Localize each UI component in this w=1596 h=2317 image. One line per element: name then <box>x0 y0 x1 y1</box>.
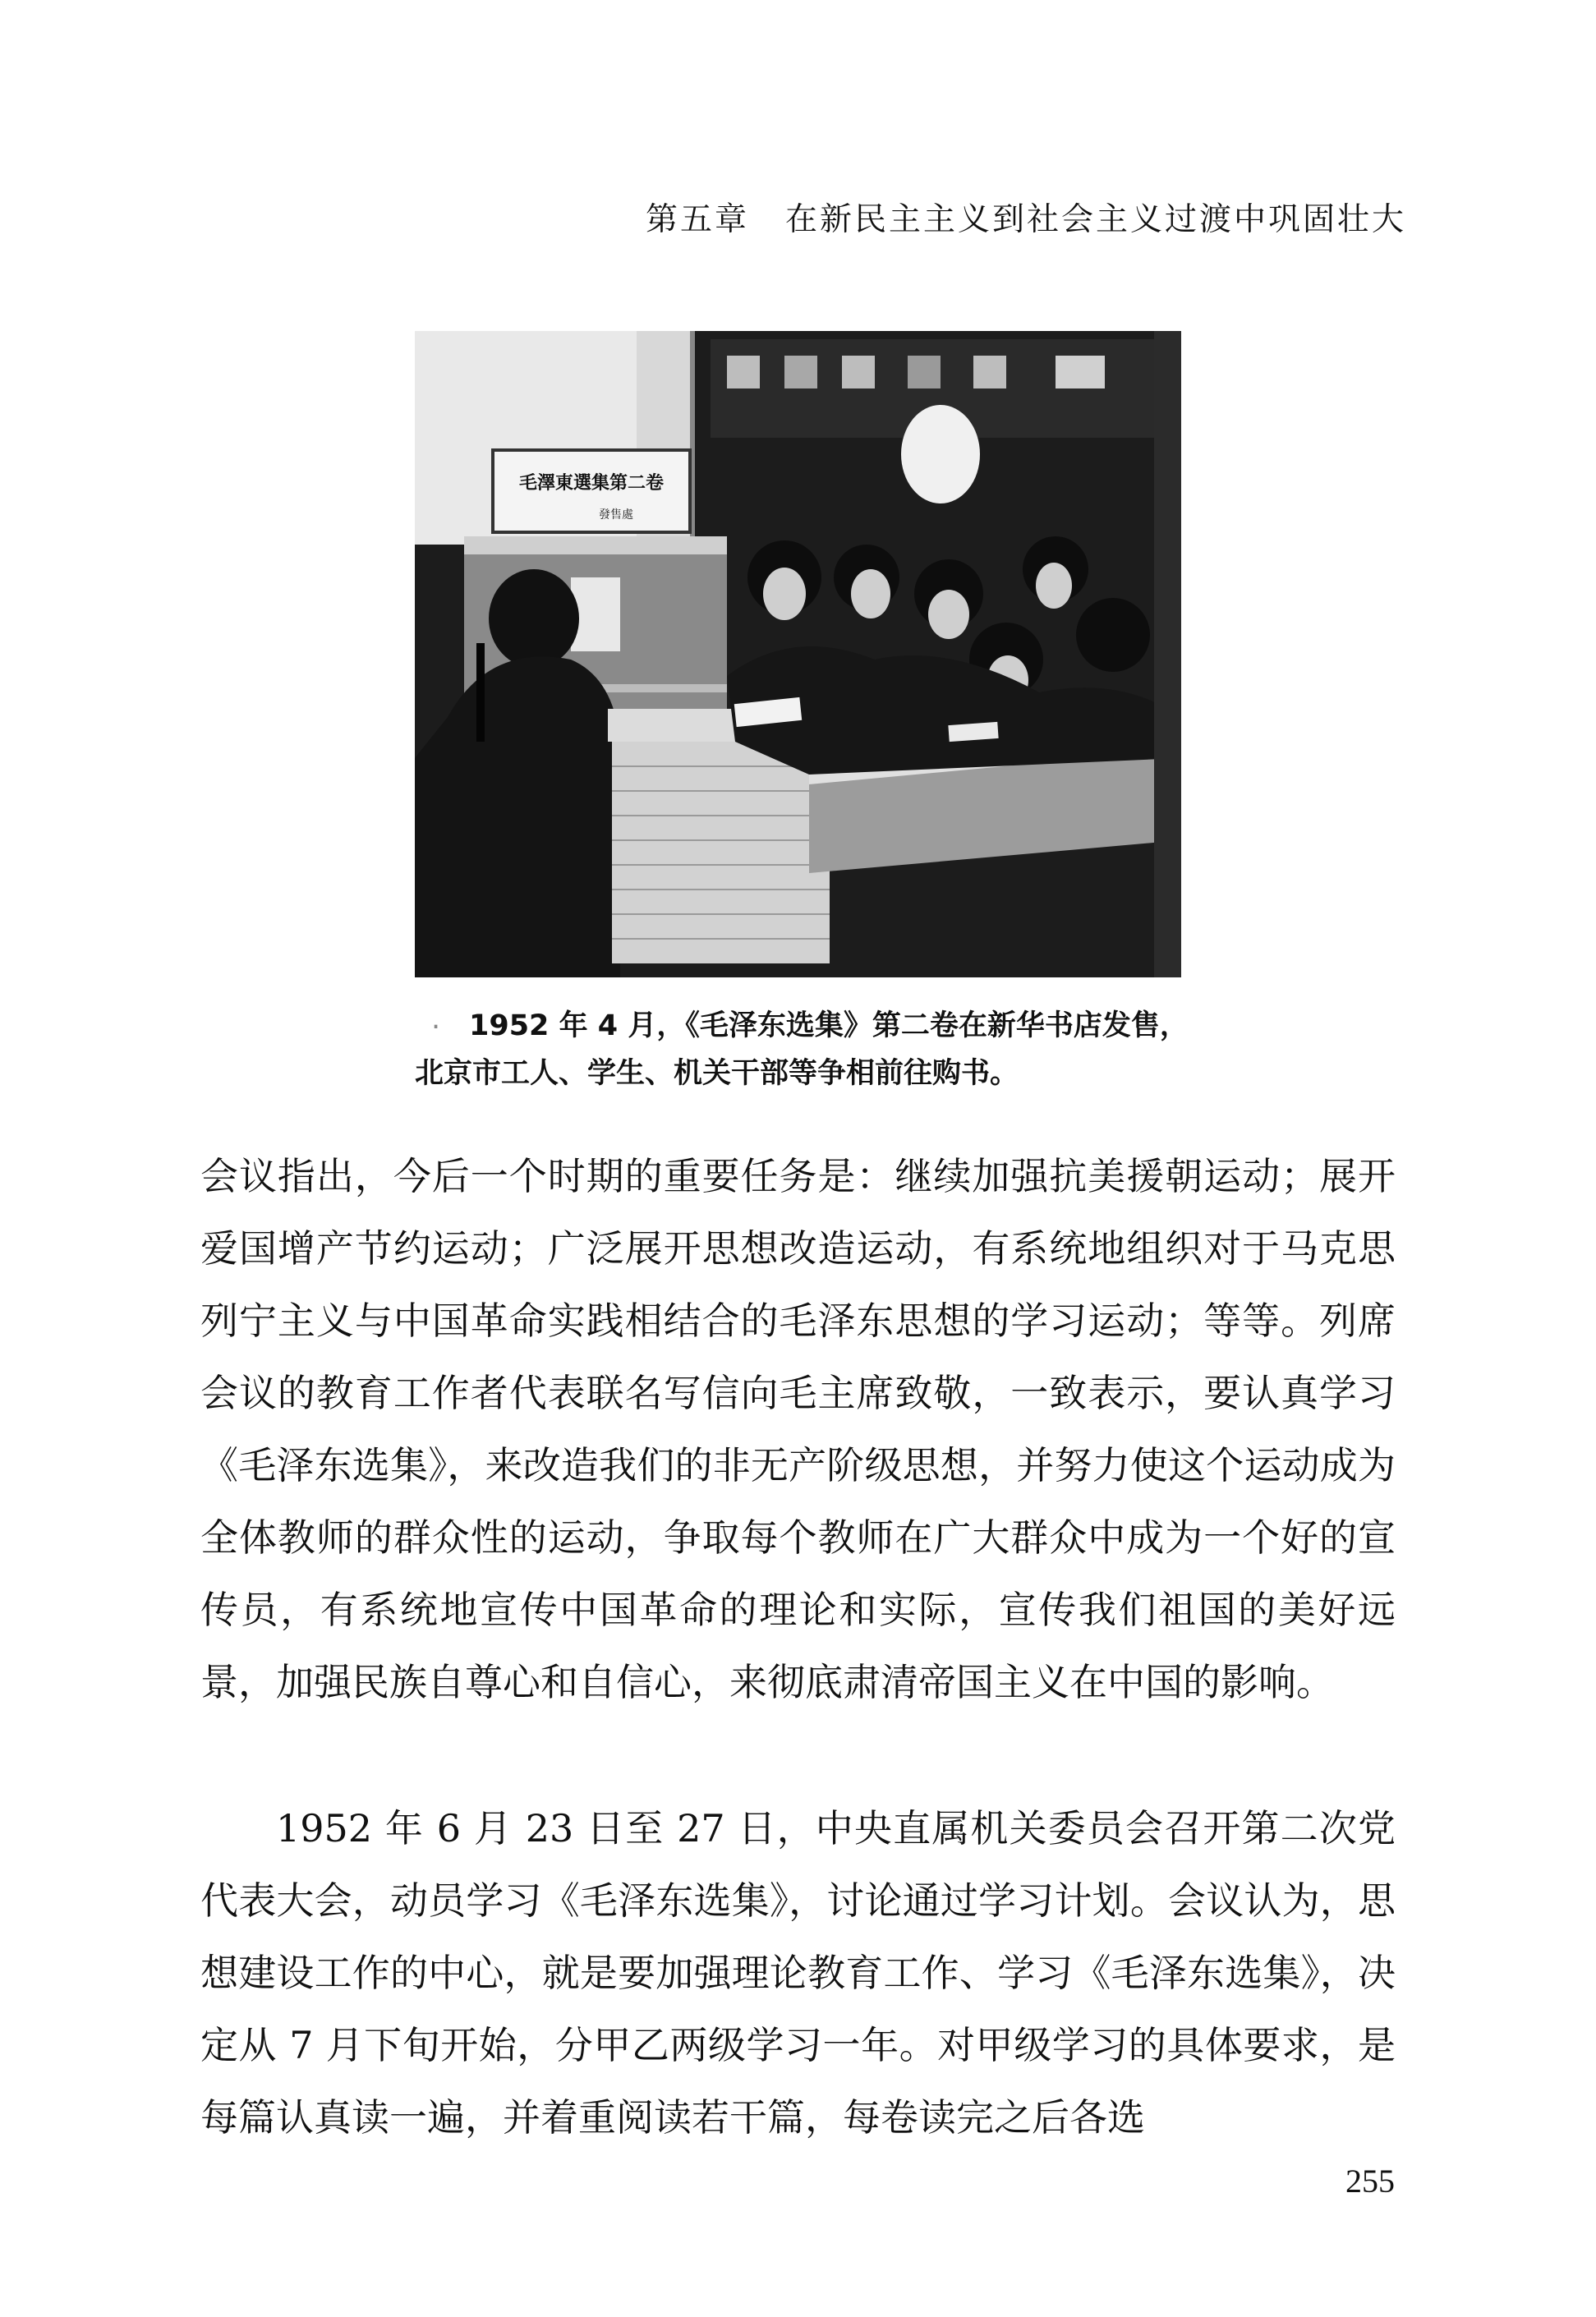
caption-line-1: 1952 年 4 月，《毛泽东选集》第二卷在新华书店发售， <box>469 1009 1189 1042</box>
sign-subtitle: 發售處 <box>599 508 633 522</box>
paragraph-text: 1952 年 6 月 23 日至 27 日，中央直属机关委员会召开第二次党代表大会，动员学习《毛泽东选集》，讨论通过学习计划。会议认为，思想建设工作的中心，就是要加强理论教育工作、学习《毛泽东选集》，决定从 7 月下旬开始，分甲乙两级学习一年。对甲级学习的具体要求，是每篇认真读一遍，并着重阅读若干篇，每卷读完之后各选 <box>200 1806 1396 2140</box>
photo-caption <box>415 1002 1318 1097</box>
bookstore-photo <box>415 331 1181 977</box>
chapter-number: 第五章 <box>645 201 749 238</box>
caption-line-2: 北京市工人、学生、机关干部等争相前往购书。 <box>415 1057 1019 1090</box>
body-paragraph-2 <box>200 1792 1396 2154</box>
caption-bullet-icon: · <box>431 1011 441 1044</box>
sign-title: 毛澤東選集第二卷 <box>518 473 665 494</box>
paragraph-text: 会议指出，今后一个时期的重要任务是：继续加强抗美援朝运动；展开爱国增产节约运动；广泛展开思想改造运动，有系统地组织对于马克思列宁主义与中国革命实践相结合的毛泽东思想的学习运动；等等。列席会议的教育工作者代表联名写信向毛主席致敬，一致表示，要认真学习《毛泽东选集》，来改造我们的非无产阶级思想，并努力使这个运动成为全体教师的群众性的运动，争取每个教师在广大群众中成为一个好的宣传员，有系统地宣传中国革命的理论和实际，宣传我们祖国的美好远景，加强民族自尊心和自信心，来彻底肃清帝国主义在中国的影响。 <box>200 1154 1396 1704</box>
chapter-title: 在新民主主义到社会主义过渡中巩固壮大 <box>784 201 1406 238</box>
running-header <box>646 194 1406 240</box>
page-number: 255 <box>1345 2163 1395 2200</box>
body-paragraph-1 <box>200 1140 1396 1718</box>
